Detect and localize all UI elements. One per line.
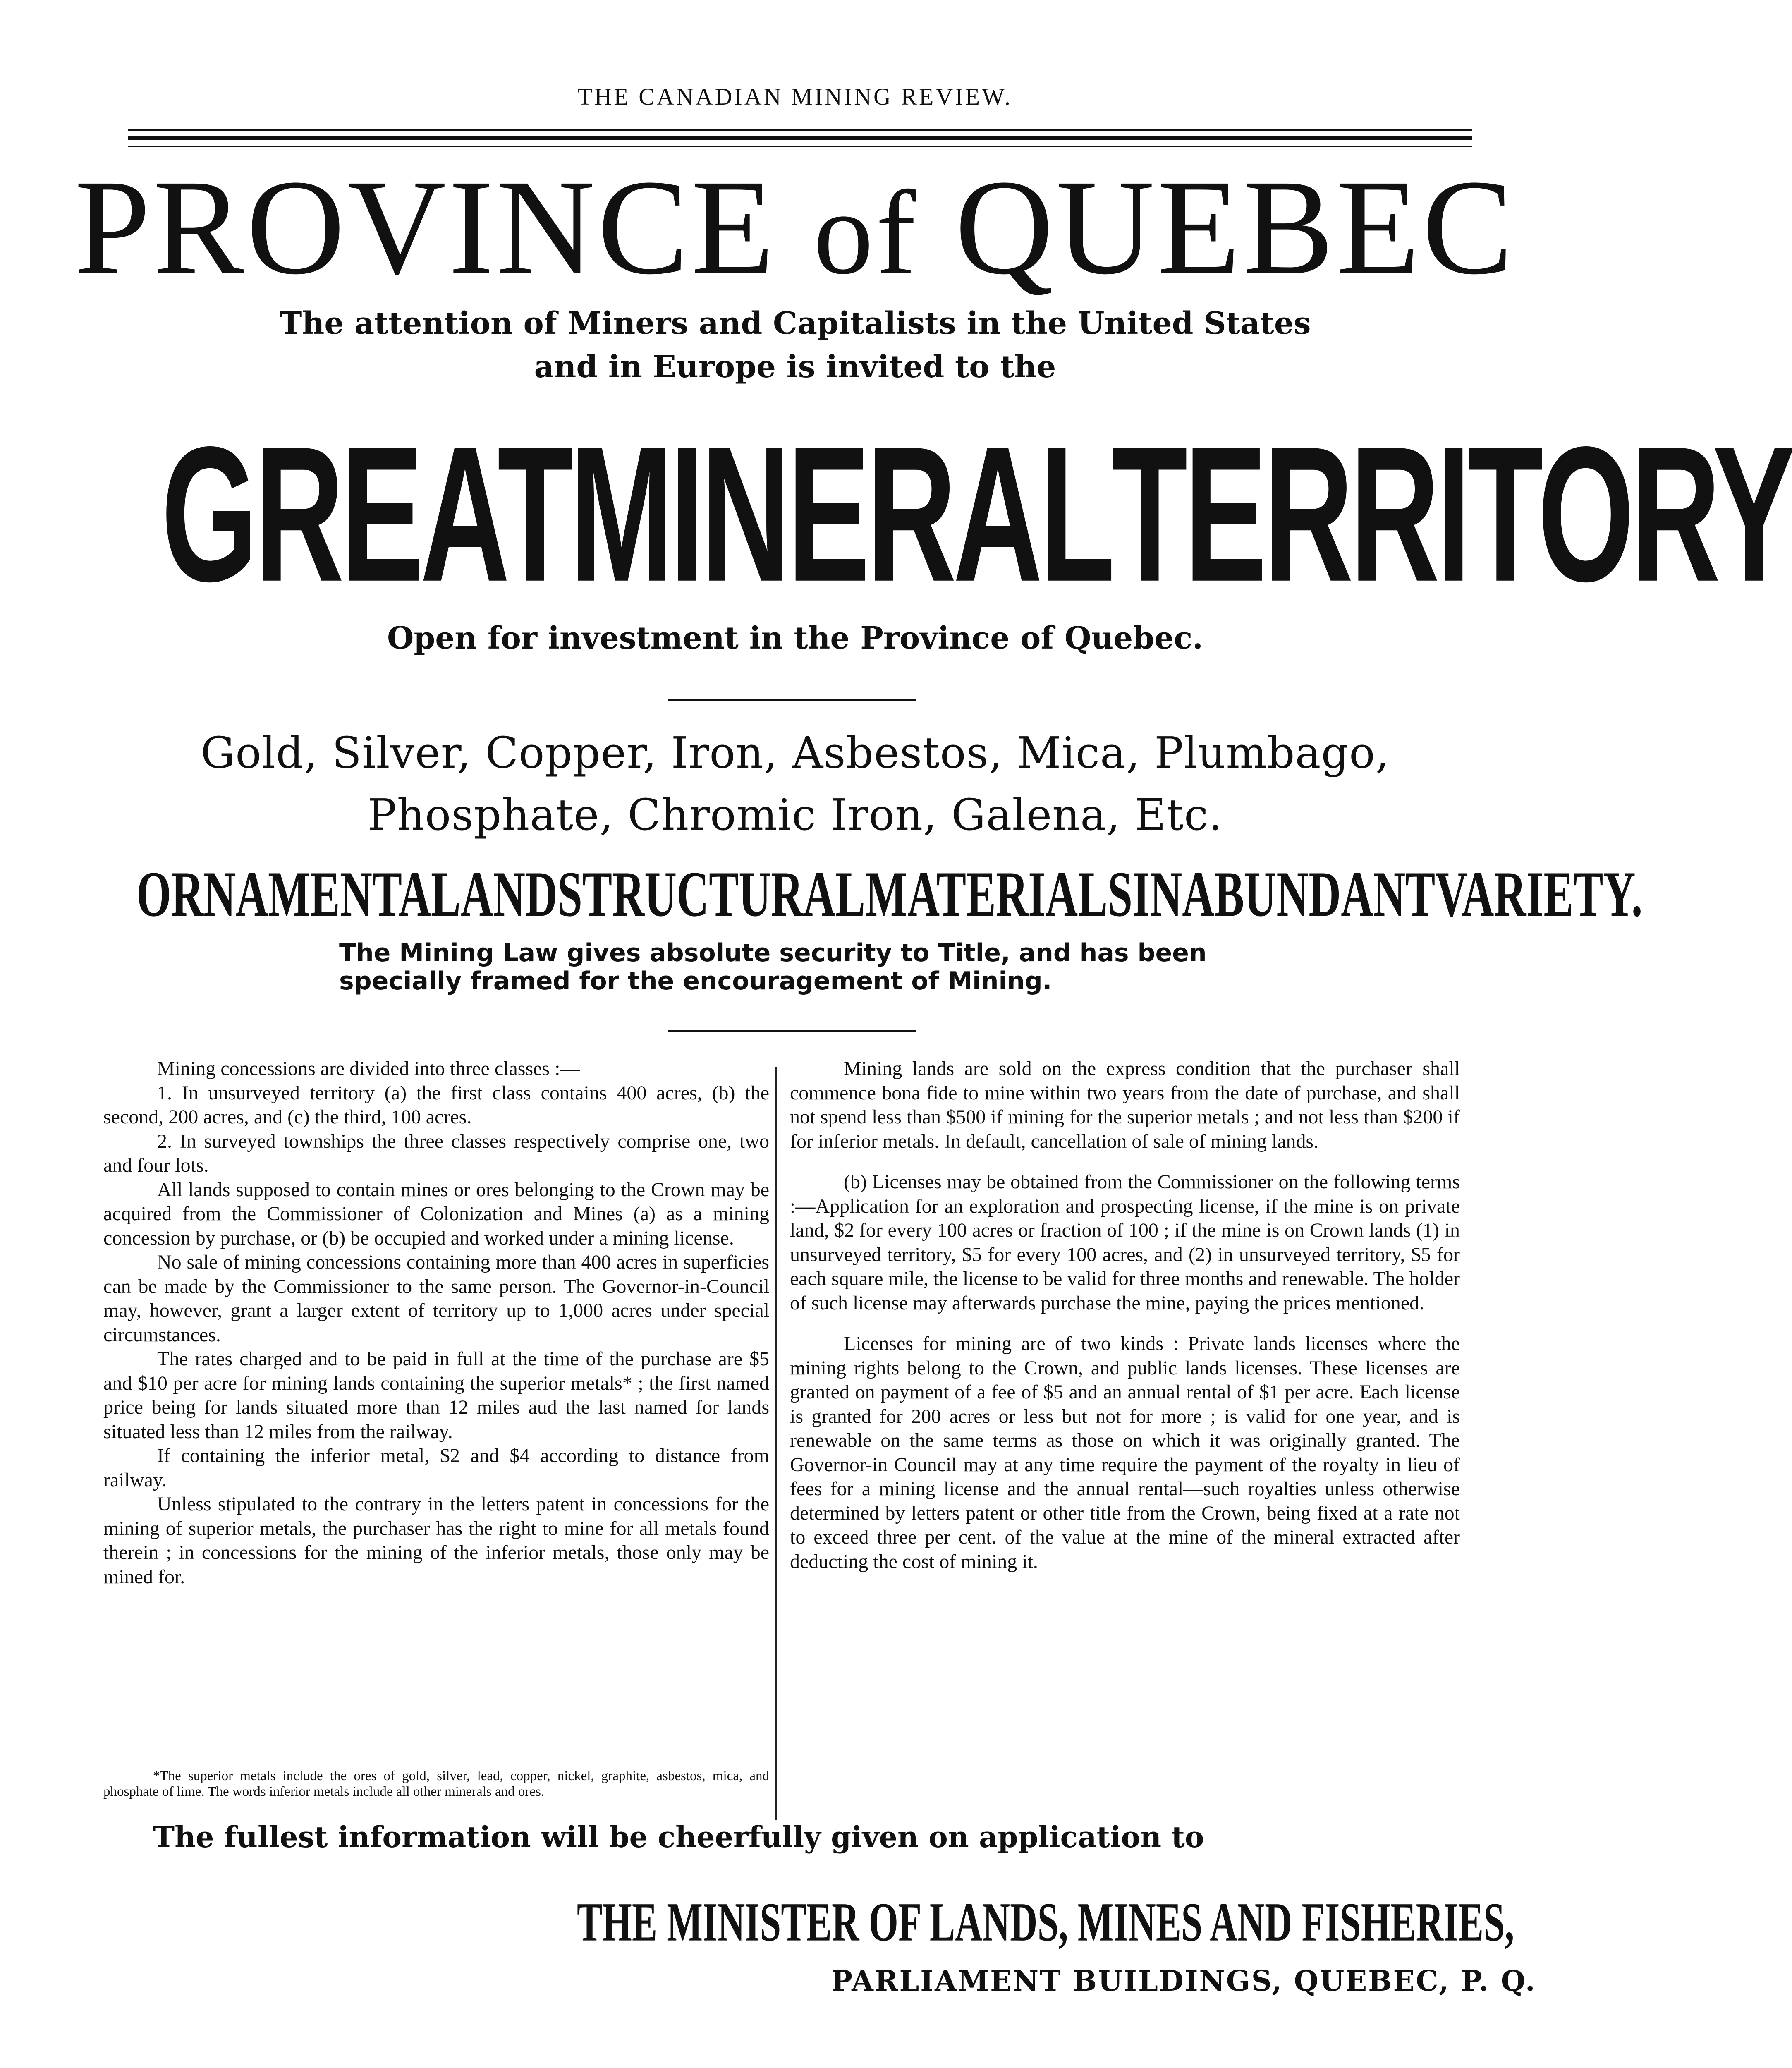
minerals-list (0, 722, 1590, 846)
ornamental-word-7: VARIETY. (1435, 859, 1643, 930)
ornamental-word-2: AND (461, 859, 557, 930)
left-paragraph-1: Mining concessions are divided into three classes :— (157, 1058, 580, 1079)
footnote-text: *The superior metals include the ores of gold, silver, lead, copper, nickel, graphite, asbestos, mica, and phosphate of lime. The words inferior metals include all other minerals and ores. (103, 1769, 769, 1799)
header-rule-thin-lower (128, 146, 1472, 147)
ornamental-word-4: MATERIALS (865, 859, 1133, 930)
address-line: PARLIAMENT BUILDINGS, QUEBEC, P. Q. (831, 1965, 1536, 1998)
section-divider-lower (668, 1030, 916, 1032)
right-paragraph-3: Licenses for mining are of two kinds : Private lands licenses where the mining rights belong to the Crown, and public lands licenses. These licenses are granted on payment of a fee of $5 and an annual rental of $1 per acre. Each license is granted for 200 acres or less but not for more ; is valid for one year, and is renewable on the same terms as those on which it was originally granted. The Governor-in Council may at any time require the payment of the royalty in lieu of fees for a mining license and the annual rental—such royalties unless otherwise determined by letters patent or other title from the Crown, being fixed at a rate not to exceed three per cent. of the value at the mine of the mineral extracted after deducting the cost of mining it. (790, 1333, 1460, 1573)
column-divider (775, 1067, 777, 1820)
open-for-investment: Open for investment in the Province of Quebec. (387, 620, 1203, 656)
headline-word-great: GREAT (161, 406, 570, 622)
minerals-line-1: Gold, Silver, Copper, Iron, Asbestos, Mica, Plumbago, (201, 728, 1390, 778)
headline-word-mineral: MINERAL (569, 406, 1112, 622)
running-head: THE CANADIAN MINING REVIEW. (577, 83, 1013, 110)
right-column (790, 1057, 1460, 1574)
ornamental-word-3: STRUCTURAL (557, 859, 866, 930)
headline-great-mineral-territory (161, 406, 1792, 622)
left-column (103, 1057, 769, 1589)
footnote (103, 1768, 769, 1800)
section-divider (668, 699, 916, 701)
header-rule-thin (128, 129, 1472, 131)
fullest-information-line: The fullest information will be cheerfully given on application to (153, 1820, 1204, 1854)
minerals-line-2: Phosphate, Chromic Iron, Galena, Etc. (367, 790, 1223, 840)
right-paragraph-2: (b) Licenses may be obtained from the Commissioner on the following terms :—Application for an exploration and prospecting license, if the mine is on private land, $2 for every 100 acres or fraction of 100 ; if the mine is on Crown lands (1) in unsurveyed territory, $5 for every 100 acres, and (2) in unsurveyed territory, $5 for each square mile, the license to be valid for three months and renewable. The holder of such license may afterwards purchase the mine, paying the prices mentioned. (790, 1171, 1460, 1314)
minister-text: THE MINISTER OF LANDS, MINES AND FISHERIES, (577, 1891, 1514, 1953)
ornamental-word-6: ABUNDANT (1182, 859, 1436, 930)
ornamental-word-1: ORNAMENTAL (136, 859, 461, 930)
left-paragraph-3: 2. In surveyed townships the three classes respectively comprise one, two and four lots. (103, 1130, 769, 1176)
left-paragraph-4: All lands supposed to contain mines or ores belonging to the Crown may be acquired from the Commissioner of Colonization and Mines (a) as a mining concession by purchase, or (b) be occupied and worked under a mining license. (103, 1178, 769, 1249)
ornamental-word-5: IN (1132, 859, 1182, 930)
attention-text (0, 302, 1590, 389)
left-paragraph-8: Unless stipulated to the contrary in the letters patent in concessions for the mining of superior metals, the purchaser has the right to mine for all metals found therein ; in concessions for the mining of the inferior metals, those only may be mined for. (103, 1493, 769, 1588)
right-paragraph-1: Mining lands are sold on the express condition that the purchaser shall commence bona fide to mine within two years from the date of purchase, and shall not spend less than $500 if mining for the superior metals ; and not less than $200 if for inferior metals. In default, cancellation of sale of mining lands. (790, 1058, 1460, 1152)
attention-line-1: The attention of Miners and Capitalists in the United States (279, 306, 1311, 341)
page-title (0, 152, 1590, 303)
mining-law-statement (339, 939, 1290, 995)
mining-law-line-2: specially framed for the encouragement of Mining. (339, 967, 1052, 996)
title-province: PROVINCE (74, 152, 777, 303)
headline-word-territory: TERRITORY (1112, 406, 1792, 622)
left-paragraph-5: No sale of mining concessions containing more than 400 acres in superficies can be made by the Commissioner to the same person. The Governor-in-Council may, however, grant a larger extent of territory up to 1,000 acres under special circumstances. (103, 1251, 769, 1346)
header-rule-thick (128, 136, 1472, 140)
left-paragraph-7: If containing the inferior metal, $2 and $4 according to distance from railway. (103, 1445, 769, 1491)
title-of: of (813, 166, 919, 299)
minister-heading (577, 1891, 1514, 1953)
title-quebec: QUEBEC (955, 152, 1516, 303)
attention-line-2: and in Europe is invited to the (534, 349, 1056, 385)
left-paragraph-2: 1. In unsurveyed territory (a) the first class contains 400 acres, (b) the second, 200 acres, and (c) the third, 100 acres. (103, 1082, 769, 1128)
mining-law-line-1: The Mining Law gives absolute security to Title, and has been (339, 938, 1207, 967)
left-paragraph-6: The rates charged and to be paid in full at the time of the purchase are $5 and $10 per acre for mining lands containing the superior metals* ; the first named price being for lands situated more than 12 miles aud the last named for lands situated less than 12 miles from the railway. (103, 1348, 769, 1443)
ornamental-materials-heading (136, 859, 1643, 937)
